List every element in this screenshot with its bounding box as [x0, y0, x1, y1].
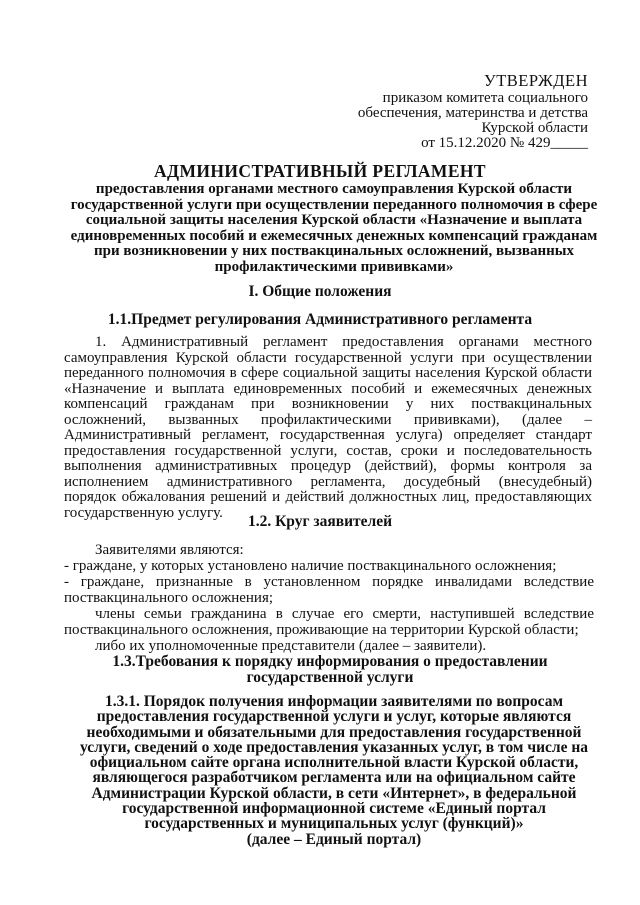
- heading-line: Администрации Курской области, в сети «Интернет», в федеральной: [91, 784, 577, 802]
- paragraph-line: 1. Административный регламент предоставления органами местного: [95, 334, 592, 350]
- heading-line: необходимыми и обязательными для предоставления государственной: [86, 723, 582, 741]
- subtitle-line: профилактическими прививками»: [214, 258, 454, 275]
- heading-line: услуги, сведений о ходе предоставления указанных услуг, в том числе на: [79, 738, 589, 756]
- heading-line: официальном сайте органа исполнительной власти Курской области,: [89, 754, 579, 772]
- paragraph-line: самоуправления Курской области государственной услуги при осуществлении: [64, 349, 592, 366]
- paragraph-line: Административный регламент, государственная услуга) определяет стандарт: [64, 427, 592, 443]
- heading-line: государственной информационной системе «Единый портал: [122, 800, 546, 818]
- list-item: либо их уполномоченные представители (далее – заявители).: [95, 638, 487, 654]
- subtitle-line: предоставления органами местного самоуправления Курской области: [95, 181, 573, 197]
- approval-line: приказом комитета социального: [382, 90, 588, 106]
- approval-title: УТВЕРЖДЕН: [484, 71, 588, 90]
- subsection-heading-1-1: 1.1.Предмет регулирования Административного регламента: [107, 311, 533, 328]
- subtitle-line: при возникновении у них поствакцинальных осложнений, вызванных: [94, 243, 574, 259]
- subsection-heading-1-3: [60, 654, 600, 686]
- subtitle-line: социальной защиты населения Курской области «Назначение и выплата: [85, 212, 583, 228]
- list-item: члены семьи гражданина в случае его смерти, наступившей вследствие: [95, 606, 594, 622]
- paragraph-1: [64, 335, 592, 521]
- list-item: поствакцинального осложнения;: [64, 590, 274, 606]
- section-heading-general: I. Общие положения: [248, 283, 392, 300]
- heading-line: 1.3.Требования к порядку информирования о предоставлении: [112, 653, 548, 670]
- approval-line: Курской области: [481, 120, 588, 136]
- heading-line: государственной услуги: [246, 669, 414, 686]
- paragraph-line: государственную услугу.: [64, 504, 223, 521]
- paragraph-line: компенсаций гражданам при возникновении у них поствакцинальных: [64, 396, 592, 412]
- list-item: поствакцинального осложнения, проживающие на территории Курской области;: [64, 622, 579, 638]
- heading-line: предоставления государственной услуги и услуг, которые являются: [96, 708, 572, 726]
- list-intro: Заявителями являются:: [95, 542, 244, 558]
- approval-line: обеспечения, материнства и детства: [357, 105, 588, 121]
- paragraph-line: исполнением административного регламента, досудебный (внесудебный): [64, 473, 592, 490]
- list-item: - граждане, признанные в установленном порядке инвалидами вследствие: [64, 574, 594, 590]
- list-item: - граждане, у которых установлено наличие поствакцинального осложнения;: [64, 558, 557, 574]
- paragraph-line: предоставления государственной услуги, состав, сроки и последовательность: [64, 442, 592, 459]
- subsection-heading-1-2: 1.2. Круг заявителей: [247, 513, 393, 530]
- paragraph-line: осложнений, вызванных профилактическими прививками), (далее –: [64, 411, 592, 428]
- heading-line: являющегося разработчиком регламента или на официальном сайте: [92, 769, 576, 787]
- approval-stamp: [358, 72, 588, 151]
- paragraph-line: «Назначение и выплата единовременных пособий и ежемесячных денежных: [64, 380, 592, 397]
- subsection-heading-1-3-1: [56, 694, 612, 847]
- document-subtitle: [60, 182, 608, 275]
- heading-line: (далее – Единый портал): [246, 830, 422, 848]
- subtitle-line: единовременных пособий и ежемесячных денежных компенсаций гражданам: [70, 227, 598, 244]
- document-title: АДМИНИСТРАТИВНЫЙ РЕГЛАМЕНТ: [153, 161, 487, 181]
- approval-line: от 15.12.2020 № 429_____: [421, 135, 588, 151]
- subtitle-line: государственной услуги при осуществлении переданного полномочия в сфере: [70, 196, 598, 213]
- heading-line: 1.3.1. Порядок получения информации заявителями по вопросам: [104, 693, 564, 710]
- applicants-list: [64, 542, 594, 654]
- heading-line: государственных и муниципальных услуг (функций)»: [144, 815, 524, 833]
- paragraph-line: выполнения административных процедур (действий), формы контроля за: [64, 458, 592, 474]
- paragraph-line: порядок обжалования решений и действий должностных лиц, предоставляющих: [64, 489, 592, 505]
- paragraph-line: переданного полномочия в сфере социальной защиты населения Курской области: [64, 365, 592, 381]
